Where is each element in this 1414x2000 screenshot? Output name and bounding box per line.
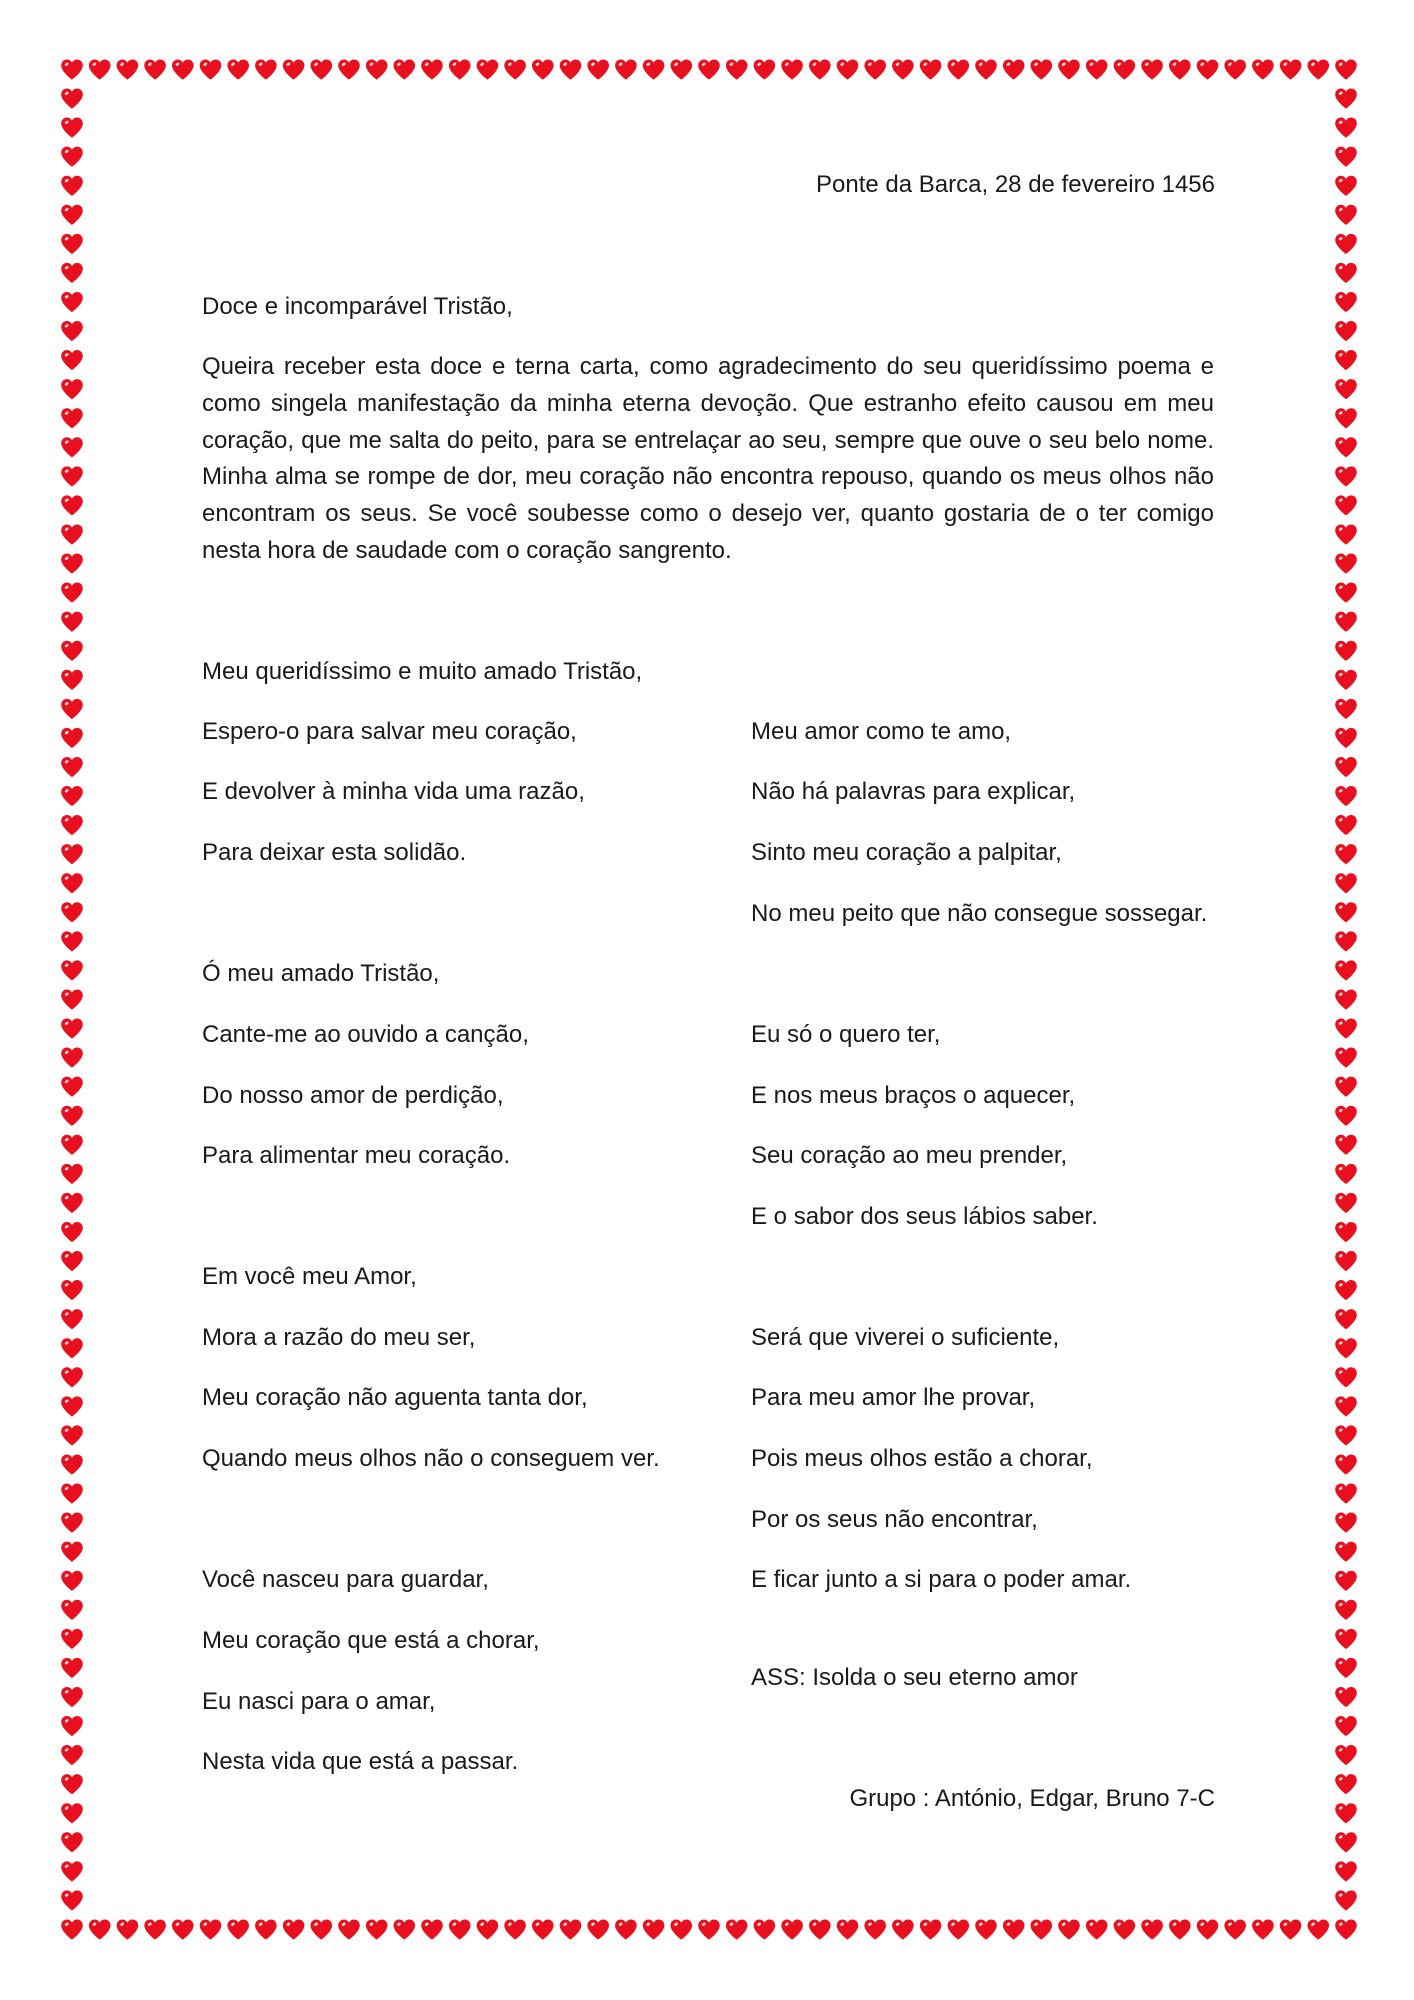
heart-icon xyxy=(1335,1280,1357,1300)
heart-icon xyxy=(61,437,83,457)
heart-icon xyxy=(1335,59,1357,79)
heart-icon xyxy=(61,1716,83,1736)
heart-icon xyxy=(61,931,83,951)
poem-line: Mora a razão do meu ser, xyxy=(202,1324,476,1351)
heart-icon xyxy=(1335,1425,1357,1445)
heart-icon xyxy=(698,1919,720,1939)
heart-icon xyxy=(61,292,83,312)
heart-icon xyxy=(61,1919,83,1939)
heart-icon xyxy=(1335,960,1357,980)
poem-line: E ficar junto a si para o poder amar. xyxy=(751,1566,1132,1593)
heart-icon xyxy=(421,59,443,79)
heart-icon xyxy=(61,263,83,283)
heart-icon xyxy=(1308,59,1330,79)
heart-icon xyxy=(1335,1193,1357,1213)
heart-icon xyxy=(61,1454,83,1474)
poem-line: Nesta vida que está a passar. xyxy=(202,1748,519,1775)
heart-icon xyxy=(892,1919,914,1939)
poem-line: Para deixar esta solidão. xyxy=(202,839,467,866)
heart-icon xyxy=(1335,1513,1357,1533)
poem-line: Para meu amor lhe provar, xyxy=(751,1384,1036,1411)
heart-icon xyxy=(1335,263,1357,283)
heart-icon xyxy=(61,1396,83,1416)
heart-icon xyxy=(809,1919,831,1939)
heart-icon xyxy=(1335,554,1357,574)
heart-icon xyxy=(1335,1803,1357,1823)
heart-icon xyxy=(172,59,194,79)
heart-icon xyxy=(1224,59,1246,79)
heart-icon xyxy=(61,844,83,864)
heart-icon xyxy=(477,1919,499,1939)
heart-icon xyxy=(1335,524,1357,544)
poem-line: Do nosso amor de perdição, xyxy=(202,1082,504,1109)
heart-icon xyxy=(227,1919,249,1939)
heart-icon xyxy=(1335,350,1357,370)
heart-icon xyxy=(615,59,637,79)
poem-line: Seu coração ao meu prender, xyxy=(751,1142,1068,1169)
heart-icon xyxy=(200,1919,222,1939)
heart-icon xyxy=(61,89,83,109)
heart-icon xyxy=(394,1919,416,1939)
heart-icon xyxy=(1335,1542,1357,1562)
heart-icon xyxy=(61,524,83,544)
poem-line: Quando meus olhos não o conseguem ver. xyxy=(202,1445,660,1472)
heart-icon xyxy=(643,59,665,79)
heart-icon xyxy=(1335,1338,1357,1358)
heart-icon xyxy=(61,1832,83,1852)
heart-icon xyxy=(283,59,305,79)
heart-icon xyxy=(1335,728,1357,748)
poem-line: E nos meus braços o aquecer, xyxy=(751,1082,1076,1109)
heart-icon xyxy=(1308,1919,1330,1939)
heart-icon xyxy=(449,59,471,79)
heart-icon xyxy=(338,1919,360,1939)
heart-icon xyxy=(698,59,720,79)
heart-icon xyxy=(671,1919,693,1939)
heart-icon xyxy=(61,583,83,603)
heart-icon xyxy=(754,1919,776,1939)
heart-icon xyxy=(1141,59,1163,79)
heart-icon xyxy=(1335,902,1357,922)
date-line: Ponte da Barca, 28 de fevereiro 1456 xyxy=(816,171,1215,198)
heart-icon xyxy=(61,1425,83,1445)
poem-line: Espero-o para salvar meu coração, xyxy=(202,718,577,745)
heart-icon xyxy=(61,757,83,777)
heart-icon xyxy=(1335,1600,1357,1620)
heart-icon xyxy=(615,1919,637,1939)
poem-line: Pois meus olhos estão a chorar, xyxy=(751,1445,1093,1472)
heart-icon xyxy=(837,59,859,79)
heart-icon xyxy=(61,815,83,835)
poem-line: Para alimentar meu coração. xyxy=(202,1142,511,1169)
heart-icon xyxy=(504,1919,526,1939)
heart-icon xyxy=(61,1164,83,1184)
heart-icon xyxy=(1335,1309,1357,1329)
heart-icon xyxy=(1252,1919,1274,1939)
heart-icon xyxy=(975,1919,997,1939)
heart-icon xyxy=(61,408,83,428)
heart-icon xyxy=(311,1919,333,1939)
heart-icon xyxy=(1114,59,1136,79)
heart-icon xyxy=(1335,495,1357,515)
heart-icon xyxy=(117,1919,139,1939)
heart-icon xyxy=(560,59,582,79)
heart-icon xyxy=(1335,1164,1357,1184)
heart-icon xyxy=(1335,1077,1357,1097)
heart-icon xyxy=(560,1919,582,1939)
heart-icon xyxy=(255,1919,277,1939)
heart-icon xyxy=(144,59,166,79)
heart-icon xyxy=(1058,1919,1080,1939)
heart-icon xyxy=(1335,1629,1357,1649)
heart-icon xyxy=(61,1135,83,1155)
heart-icon xyxy=(948,59,970,79)
heart-icon xyxy=(1003,59,1025,79)
heart-icon xyxy=(864,59,886,79)
heart-icon xyxy=(61,1658,83,1678)
heart-icon xyxy=(837,1919,859,1939)
heart-icon xyxy=(1335,670,1357,690)
heart-icon xyxy=(61,1745,83,1765)
heart-icon xyxy=(1169,1919,1191,1939)
heart-icon xyxy=(61,350,83,370)
poem-line: Eu só o quero ter, xyxy=(751,1021,941,1048)
heart-icon xyxy=(1335,1774,1357,1794)
heart-icon xyxy=(61,1687,83,1707)
heart-icon xyxy=(449,1919,471,1939)
heart-icon xyxy=(61,1513,83,1533)
heart-icon xyxy=(89,1919,111,1939)
heart-icon xyxy=(1335,844,1357,864)
heart-icon xyxy=(61,147,83,167)
heart-icon xyxy=(61,1542,83,1562)
heart-icon xyxy=(1335,815,1357,835)
heart-icon xyxy=(61,728,83,748)
heart-icon xyxy=(1335,1571,1357,1591)
poem-line: Cante-me ao ouvido a canção, xyxy=(202,1021,529,1048)
heart-icon xyxy=(61,1222,83,1242)
heart-icon xyxy=(1031,1919,1053,1939)
poem-line: No meu peito que não consegue sossegar. xyxy=(751,900,1208,927)
heart-icon xyxy=(61,1077,83,1097)
heart-icon xyxy=(532,59,554,79)
heart-icon xyxy=(227,59,249,79)
heart-icon xyxy=(61,1048,83,1068)
heart-icon xyxy=(1335,989,1357,1009)
heart-icon xyxy=(920,1919,942,1939)
heart-icon xyxy=(61,1600,83,1620)
heart-icon xyxy=(172,1919,194,1939)
heart-icon xyxy=(1335,321,1357,341)
heart-icon xyxy=(61,786,83,806)
heart-icon xyxy=(1335,612,1357,632)
heart-icon xyxy=(1335,1135,1357,1155)
heart-icon xyxy=(1086,1919,1108,1939)
heart-icon xyxy=(144,1919,166,1939)
heart-icon xyxy=(1335,176,1357,196)
heart-icon xyxy=(754,59,776,79)
heart-icon xyxy=(1335,757,1357,777)
letter-paragraph: Queira receber esta doce e terna carta, como agradecimento do seu queridíssimo poema e como singela manifestação da minha eterna devoção. Que estranho efeito causou em meu coração, que me salta do peito, para se entrelaçar ao seu, sempre que ouve o seu belo nome. Minha alma se rompe de dor, meu coração não encontra repouso, quando os meus olhos não encontram os seus. Se você soubesse como o desejo ver, quanto gostaria de o ter comigo nesta hora de saudade com o coração sangrento. xyxy=(202,353,1214,564)
heart-icon xyxy=(1197,59,1219,79)
poem-line: Meu coração não aguenta tanta dor, xyxy=(202,1384,588,1411)
heart-icon xyxy=(1335,234,1357,254)
heart-icon xyxy=(948,1919,970,1939)
heart-icon xyxy=(1114,1919,1136,1939)
heart-icon xyxy=(1335,1919,1357,1939)
heart-icon xyxy=(1141,1919,1163,1939)
poem-line: Meu coração que está a chorar, xyxy=(202,1627,540,1654)
poem-line: E o sabor dos seus lábios saber. xyxy=(751,1203,1098,1230)
heart-icon xyxy=(117,59,139,79)
heart-icon xyxy=(1280,1919,1302,1939)
heart-icon xyxy=(61,1193,83,1213)
heart-icon xyxy=(1335,931,1357,951)
poem-line: Sinto meu coração a palpitar, xyxy=(751,839,1062,866)
poem-line: Em você meu Amor, xyxy=(202,1263,417,1290)
heart-icon xyxy=(1335,205,1357,225)
heart-icon xyxy=(1280,59,1302,79)
heart-icon xyxy=(1335,583,1357,603)
signature: ASS: Isolda o seu eterno amor xyxy=(751,1664,1078,1691)
heart-icon xyxy=(200,59,222,79)
heart-icon xyxy=(1335,379,1357,399)
heart-icon xyxy=(61,1484,83,1504)
heart-icon xyxy=(61,1280,83,1300)
heart-icon xyxy=(61,495,83,515)
heart-icon xyxy=(61,699,83,719)
heart-icon xyxy=(61,1106,83,1126)
heart-icon xyxy=(1335,1658,1357,1678)
heart-icon xyxy=(61,379,83,399)
heart-icon xyxy=(61,612,83,632)
heart-icon xyxy=(1169,59,1191,79)
heart-icon xyxy=(61,234,83,254)
heart-icon xyxy=(1335,1048,1357,1068)
heart-icon xyxy=(421,1919,443,1939)
salutation: Doce e incomparável Tristão, xyxy=(202,293,513,320)
poem-line: Ó meu amado Tristão, xyxy=(202,960,440,987)
poem-line: Meu amor como te amo, xyxy=(751,718,1012,745)
heart-icon xyxy=(892,59,914,79)
heart-icon xyxy=(504,59,526,79)
group-credit: Grupo : António, Edgar, Bruno 7-C xyxy=(849,1785,1215,1812)
heart-icon xyxy=(61,1367,83,1387)
heart-icon xyxy=(587,59,609,79)
heart-icon xyxy=(1335,89,1357,109)
heart-icon xyxy=(1197,1919,1219,1939)
heart-icon xyxy=(1335,437,1357,457)
heart-icon xyxy=(1335,1861,1357,1881)
poem-line: Você nasceu para guardar, xyxy=(202,1566,489,1593)
heart-icon xyxy=(61,1338,83,1358)
heart-icon xyxy=(726,59,748,79)
heart-icon xyxy=(1335,699,1357,719)
heart-icon xyxy=(781,59,803,79)
heart-icon xyxy=(283,1919,305,1939)
heart-icon xyxy=(61,960,83,980)
heart-icon xyxy=(477,59,499,79)
heart-icon xyxy=(61,1309,83,1329)
heart-icon xyxy=(643,1919,665,1939)
heart-icon xyxy=(61,1803,83,1823)
heart-icon xyxy=(1335,1367,1357,1387)
heart-icon xyxy=(1335,1687,1357,1707)
heart-icon xyxy=(61,321,83,341)
heart-icon xyxy=(1335,147,1357,167)
heart-icon xyxy=(394,59,416,79)
heart-icon xyxy=(1335,1716,1357,1736)
heart-icon xyxy=(61,466,83,486)
heart-icon xyxy=(1335,1454,1357,1474)
heart-icon xyxy=(1335,1019,1357,1039)
heart-icon xyxy=(1224,1919,1246,1939)
poem-line: Será que viverei o suficiente, xyxy=(751,1324,1060,1351)
heart-icon xyxy=(61,1251,83,1271)
heart-icon xyxy=(781,1919,803,1939)
heart-icon xyxy=(864,1919,886,1939)
heart-icon xyxy=(726,1919,748,1939)
heart-icon xyxy=(338,59,360,79)
heart-icon xyxy=(61,1629,83,1649)
heart-icon xyxy=(809,59,831,79)
heart-icon xyxy=(1335,786,1357,806)
heart-icon xyxy=(61,1774,83,1794)
heart-icon xyxy=(532,1919,554,1939)
heart-icon xyxy=(61,902,83,922)
heart-icon xyxy=(61,1861,83,1881)
heart-icon xyxy=(1335,641,1357,661)
heart-icon xyxy=(89,59,111,79)
heart-icon xyxy=(61,989,83,1009)
heart-icon xyxy=(1335,1832,1357,1852)
heart-icon xyxy=(1335,466,1357,486)
heart-icon xyxy=(366,59,388,79)
heart-icon xyxy=(1252,59,1274,79)
heart-icon xyxy=(61,554,83,574)
heart-icon xyxy=(975,59,997,79)
heart-icon xyxy=(1335,1106,1357,1126)
heart-icon xyxy=(1335,1745,1357,1765)
heart-icon xyxy=(366,1919,388,1939)
heart-icon xyxy=(61,1019,83,1039)
heart-icon xyxy=(1335,873,1357,893)
heart-icon xyxy=(61,641,83,661)
heart-icon xyxy=(1086,59,1108,79)
poem-line: Não há palavras para explicar, xyxy=(751,778,1076,805)
heart-icon xyxy=(61,205,83,225)
heart-icon xyxy=(1003,1919,1025,1939)
heart-icon xyxy=(587,1919,609,1939)
poem-line: Eu nasci para o amar, xyxy=(202,1688,436,1715)
heart-icon xyxy=(61,118,83,138)
heart-icon xyxy=(61,176,83,196)
heart-icon xyxy=(1031,59,1053,79)
heart-icon xyxy=(1335,1484,1357,1504)
heart-icon xyxy=(61,1890,83,1910)
heart-icon xyxy=(61,59,83,79)
heart-icon xyxy=(1335,408,1357,428)
poem-opening: Meu queridíssimo e muito amado Tristão, xyxy=(202,658,643,685)
heart-icon xyxy=(1335,118,1357,138)
heart-icon xyxy=(255,59,277,79)
heart-icon xyxy=(311,59,333,79)
heart-icon xyxy=(671,59,693,79)
heart-icon xyxy=(1335,292,1357,312)
heart-icon xyxy=(1335,1890,1357,1910)
heart-icon xyxy=(920,59,942,79)
poem-line: Por os seus não encontrar, xyxy=(751,1506,1038,1533)
heart-icon xyxy=(61,873,83,893)
heart-icon xyxy=(1335,1251,1357,1271)
heart-icon xyxy=(1058,59,1080,79)
heart-icon xyxy=(1335,1222,1357,1242)
heart-icon xyxy=(61,670,83,690)
heart-icon xyxy=(61,1571,83,1591)
heart-icon xyxy=(1335,1396,1357,1416)
poem-line: E devolver à minha vida uma razão, xyxy=(202,778,585,805)
